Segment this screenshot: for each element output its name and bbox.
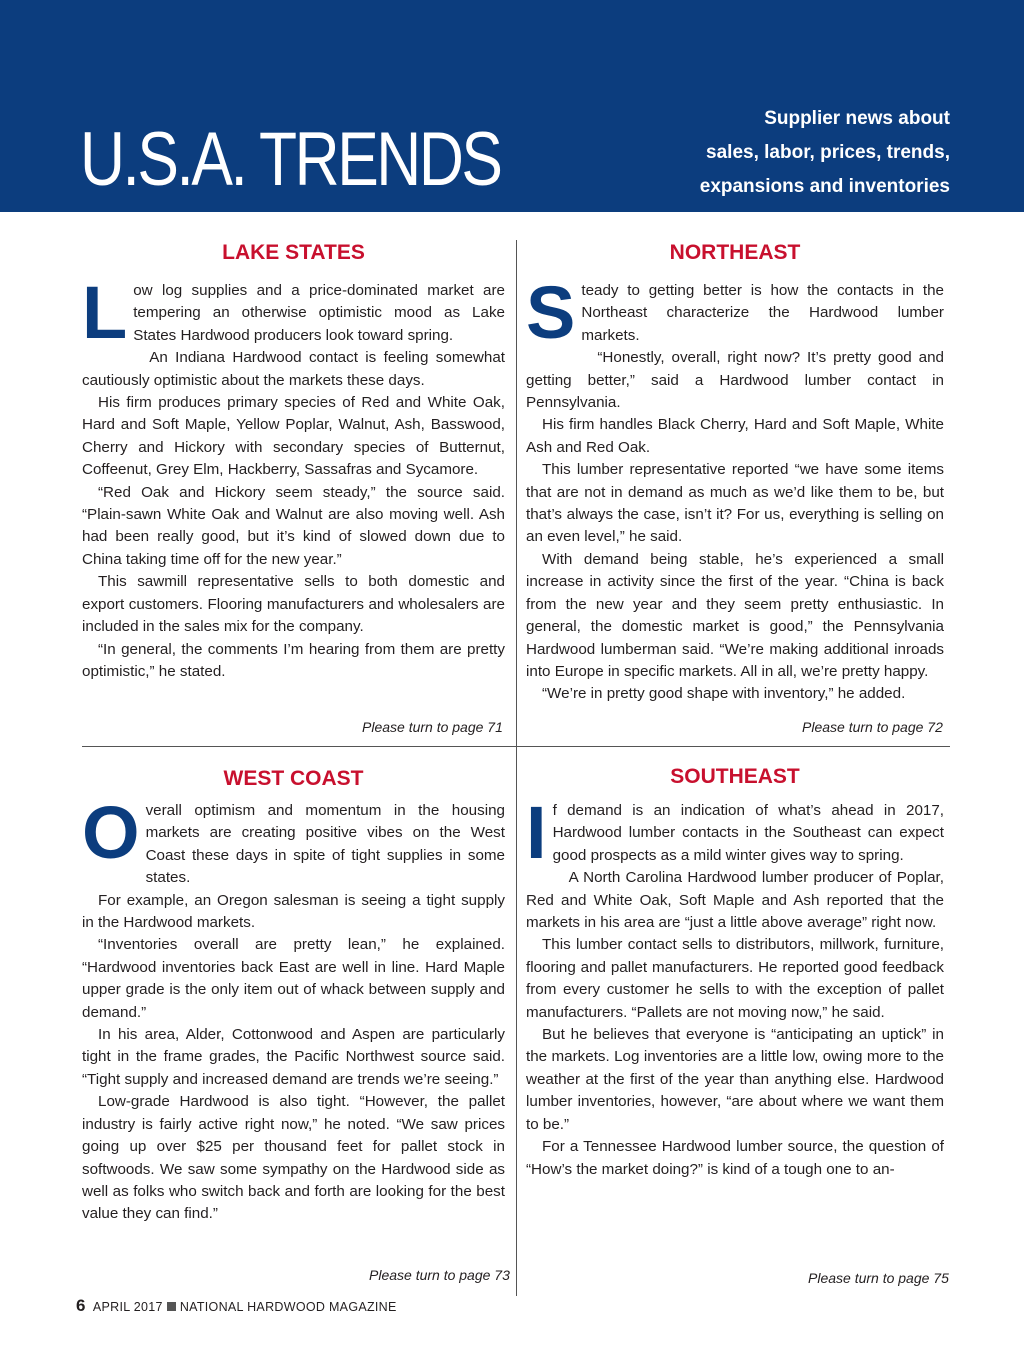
paragraph: This lumber contact sells to distributors, millwork, furniture, flooring and pallet manufacturers. He reported good feedback from every customer he sells to with the exception of pallet manufacturers. “Pallets are not moving now,” he said. (526, 936, 944, 1021)
page-number: 6 (76, 1296, 86, 1315)
subtitle-line: Supplier news about (764, 108, 950, 129)
drop-cap: O (82, 791, 140, 874)
paragraph: For example, an Oregon salesman is seeing a tight supply in the Hardwood markets. (82, 891, 505, 932)
paragraph: verall optimism and momentum in the housing markets are creating positive vibes on the West Coast these days in spite of tight supplies in some states. (145, 802, 505, 887)
paragraph: With demand being stable, he’s experienced a small increase in activity since the first of the year. “China is back from the new year and they seem pretty enthusiastic. In general, the domestic market is good,” the Pennsylvania Hardwood lumberman said. “We’re making additional inroads into Europe in specific markets. All in all, we’re pretty happy. (526, 550, 944, 680)
paragraph: f demand is an indication of what’s ahead in 2017, Hardwood lumber contacts in the Southeast can expect good prospects as a mild winter gives way to spring. (552, 802, 944, 864)
issue-date: APRIL 2017 (92, 1300, 163, 1314)
page-title: U.S.A. TRENDS (80, 117, 501, 202)
continued-link: Please turn to page 72 (802, 719, 943, 735)
section-northeast (526, 240, 944, 706)
paragraph: An Indiana Hardwood contact is feeling somewhat cautiously optimistic about the markets these days. (82, 349, 505, 389)
banner-subtitle (590, 102, 950, 204)
drop-cap: S (526, 271, 576, 354)
article-body (526, 791, 944, 1181)
paragraph: “Inventories overall are pretty lean,” he explained. “Hardwood inventories back East are well in line. Hard Maple upper grade is the only item out of whack between supply and demand.” (82, 936, 505, 1021)
paragraph: “Honestly, overall, right now? It’s pretty good and getting better,” said a Hardwood lumber contact in Pennsylvania. (526, 349, 944, 412)
paragraph: “Red Oak and Hickory seem steady,” the source said. “Plain-sawn White Oak and Walnut are also moving well. Ash had been really good, but it’s kind of slowed down due to China taking time off for the new year.” (82, 483, 505, 568)
magazine-name: NATIONAL HARDWOOD MAGAZINE (179, 1300, 397, 1314)
paragraph: A North Carolina Hardwood lumber producer of Poplar, Red and White Oak, Soft Maple and Ash reported that the markets in his area are “just a little above average” right now. (526, 869, 944, 932)
article-body (526, 271, 944, 706)
paragraph: His firm handles Black Cherry, Hard and Soft Maple, White Ash and Red Oak. (526, 416, 944, 456)
section-heading: NORTHEAST (669, 241, 801, 264)
column-divider (516, 240, 517, 746)
continued-link: Please turn to page 71 (362, 719, 503, 735)
section-heading: LAKE STATES (222, 241, 365, 264)
section-southeast (526, 764, 944, 1181)
section-west-coast (82, 766, 505, 1226)
subtitle-line: sales, labor, prices, trends, (706, 142, 950, 163)
paragraph: “In general, the comments I’m hearing from them are pretty optimistic,” he stated. (82, 640, 505, 680)
paragraph: In his area, Alder, Cottonwood and Aspen are particularly tight in the frame grades, the Pacific Northwest source said. “Tight supply and increased demand are trends we’re seeing.” (82, 1026, 505, 1088)
paragraph: “We’re in pretty good shape with inventory,” he added. (542, 685, 906, 703)
subtitle-line: expansions and inventories (699, 176, 950, 197)
header-banner (0, 0, 1024, 212)
paragraph: This sawmill representative sells to both domestic and export customers. Flooring manufacturers and wholesalers are included in the sales mix for the company. (82, 573, 505, 636)
section-lake-states (82, 240, 505, 683)
section-heading: WEST COAST (223, 767, 364, 790)
continued-link: Please turn to page 75 (808, 1270, 949, 1286)
continued-link: Please turn to page 73 (369, 1267, 510, 1283)
paragraph: For a Tennessee Hardwood lumber source, the question of “How’s the market doing?” is kind of a tough one to an- (526, 1138, 944, 1178)
paragraph: But he believes that everyone is “anticipating an uptick” in the markets. Log inventories are a little low, owing more to the weather at the first of the year than anything else. Hardwood lumber inventories, however, “are about where we want them to be.” (526, 1026, 944, 1133)
section-divider (82, 746, 950, 747)
paragraph: ow log supplies and a price-dominated market are tempering an otherwise optimistic mood as Lake States Hardwood producers look toward spring. (133, 282, 505, 344)
page-footer (76, 1296, 397, 1316)
square-bullet-icon (167, 1302, 176, 1311)
column-divider (516, 746, 517, 1296)
drop-cap: I (526, 791, 547, 874)
paragraph: Low-grade Hardwood is also tight. “However, the pallet industry is fairly active right now,” he noted. “We saw prices going up over $25 per thousand feet for pallet stock in softwoods. We saw some sympathy on the Hardwood side as well as folks who switch back and forth are looking for the best value they can find.” (82, 1093, 505, 1223)
drop-cap: L (82, 271, 128, 354)
article-body (82, 791, 505, 1226)
paragraph: teady to getting better is how the contacts in the Northeast characterize the Hardwood lumber markets. (581, 282, 944, 344)
section-heading: SOUTHEAST (670, 765, 800, 788)
paragraph: This lumber representative reported “we have some items that are not in demand as much as we’d like them to be, but that’s always the case, isn’t it? For us, everything is selling on an even level,” he said. (526, 461, 944, 546)
article-body (82, 271, 505, 683)
paragraph: His firm produces primary species of Red and White Oak, Hard and Soft Maple, Yellow Poplar, Walnut, Ash, Basswood, Cherry and Hickory with secondary species of Butternut, Coffeenut, Grey Elm, Hackberry, Sassafras and Sycamore. (82, 394, 505, 479)
